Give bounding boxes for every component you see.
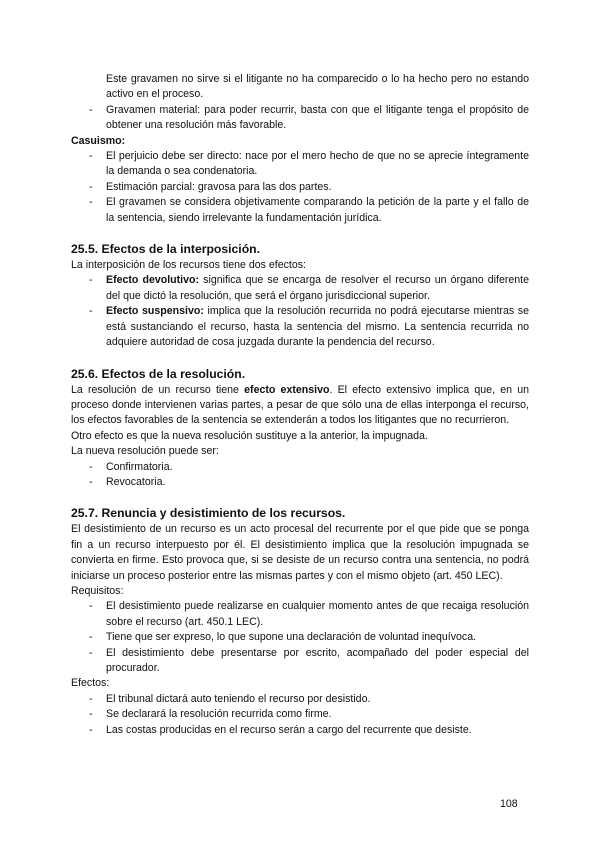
list-item-text: El desistimiento puede realizarse en cualquier momento antes de que recaiga resolución sobre el recurso (art. 450.1 LEC). — [106, 600, 529, 628]
list-item-text: Tiene que ser expreso, lo que supone una declaración de voluntad inequívoca. — [106, 631, 477, 644]
document-page — [71, 72, 529, 738]
term-efecto-extensivo: efecto extensivo — [244, 383, 330, 396]
paragraph: Otro efecto es que la nueva resolución sustituye a la anterior, la impugnada. — [71, 429, 428, 442]
list-item-text: El perjuicio debe ser directo: nace por el mero hecho de que no se aprecie íntegramente la demanda o sea condenatoria. — [106, 150, 529, 178]
list-item — [71, 149, 529, 180]
list-item-text: El tribunal dictará auto teniendo el recurso por desistido. — [106, 692, 371, 705]
bullet-dash: - — [89, 150, 93, 163]
list-item-text: El gravamen se considera objetivamente comparando la petición de la parte y el fallo de la sentencia, siendo irrelevante la fundamentación jurídica. — [106, 196, 529, 224]
bullet-dash: - — [89, 274, 93, 287]
list-item — [71, 475, 529, 490]
paragraph: La nueva resolución puede ser: — [71, 445, 219, 458]
list-item-text: Estimación parcial: gravosa para las dos partes. — [106, 180, 332, 193]
term-suspensivo: Efecto suspensivo: — [106, 305, 204, 318]
continuation-paragraph: Este gravamen no sirve si el litigante no ha comparecido o lo ha hecho pero no estando activo en el proceso. — [106, 73, 529, 101]
section-heading-25-5: 25.5. Efectos de la interposición. — [71, 242, 260, 257]
list-item-text: El desistimiento debe presentarse por escrito, acompañado del poder especial del procurador. — [106, 646, 529, 674]
list-item — [71, 180, 529, 195]
list-item — [71, 103, 529, 134]
list-item — [71, 195, 529, 226]
list-item-text: Se declarará la resolución recurrida como firme. — [106, 708, 332, 721]
list-item-text: significa que se encarga de resolver el recurso un órgano diferente del que dictó la resolución, que será el órgano jurisdiccional superior. — [106, 274, 530, 302]
bullet-dash: - — [89, 305, 93, 318]
section-heading-25-6: 25.6. Efectos de la resolución. — [71, 366, 246, 381]
paragraph — [71, 383, 529, 429]
text-run: . El efecto extensivo implica que, en un proceso donde intervienen varias partes, a pesar de que sólo una de ellas interponga el recurso, los efectos favorables de la sentencia se extenderán a todos los litigantes que no recurrieron. — [71, 383, 529, 427]
bullet-dash: - — [89, 692, 93, 705]
list-item-text: Confirmatoria. — [106, 460, 173, 473]
bullet-dash: - — [89, 475, 93, 488]
paragraph: El desistimiento de un recurso es un acto procesal del recurrente por el que pide que se ponga fin a un recurso interpuesto por él. El desistimiento implica que la resolución impugnada se convierta en firme. Esto provoca que, si se desiste de un recurso contra una sentencia, no podrá iniciarse un proceso posterior entre las mismas partes y con el mismo objeto (art. 450 LEC). — [71, 523, 529, 582]
list-item — [71, 599, 529, 630]
list-item-text: Gravamen material: para poder recurrir, basta con que el litigante tenga el propósito de obtener una resolución más favorable. — [106, 103, 529, 132]
bullet-dash: - — [89, 723, 93, 736]
bullet-dash: - — [89, 600, 93, 613]
bullet-dash: - — [89, 460, 93, 473]
term-devolutivo: Efecto devolutivo: — [106, 274, 200, 287]
list-item-text: implica que la resolución recurrida no podrá ejecutarse mientras se está sustanciando el recurso, hasta la sentencia del mismo. La sentencia recurrida no adquiere autoridad de cosa juzgada durante la pendencia del recurso. — [106, 305, 529, 349]
list-item — [71, 692, 529, 707]
bullet-dash: - — [89, 646, 93, 659]
list-item — [71, 646, 529, 677]
list-item-text: Las costas producidas en el recurso serán a cargo del recurrente que desiste. — [106, 723, 472, 736]
bullet-dash: - — [89, 708, 93, 721]
page-number: 108 — [500, 798, 518, 810]
list-item — [71, 630, 529, 645]
bullet-dash: - — [89, 103, 93, 116]
bullet-dash: - — [89, 631, 93, 644]
section-intro: La interposición de los recursos tiene dos efectos: — [71, 259, 306, 272]
list-item — [71, 707, 529, 722]
list-item — [71, 273, 529, 304]
text-run: La resolución de un recurso tiene — [71, 383, 245, 396]
list-item — [71, 304, 529, 350]
section-heading-25-7: 25.7. Renuncia y desistimiento de los recursos. — [71, 506, 346, 521]
bullet-dash: - — [89, 180, 93, 193]
bullet-dash: - — [89, 196, 93, 209]
list-item — [71, 460, 529, 475]
list-item — [71, 723, 529, 738]
casuismo-label: Casuismo: — [71, 134, 126, 147]
efectos-label: Efectos: — [71, 677, 110, 690]
requisitos-label: Requisitos: — [71, 584, 124, 597]
list-item-text: Revocatoria. — [106, 475, 166, 488]
